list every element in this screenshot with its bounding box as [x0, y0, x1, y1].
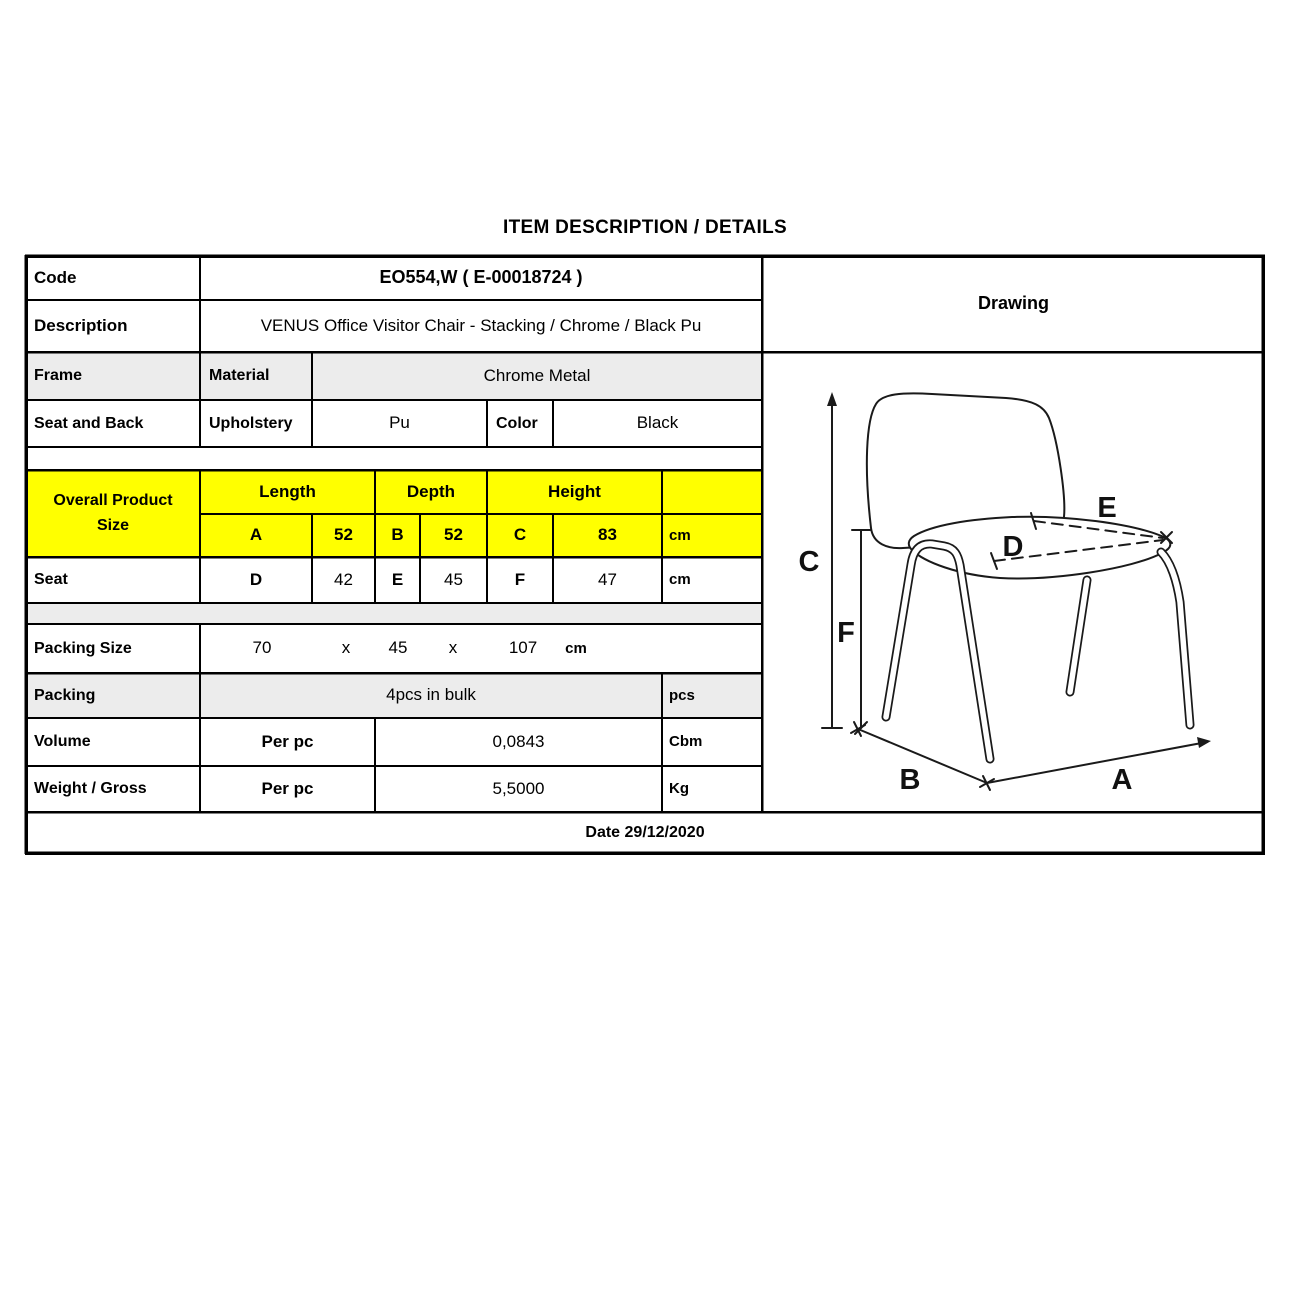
dim-a-key: A — [249, 525, 263, 545]
dim-label-e: E — [1097, 492, 1117, 524]
packing-size-v1: 70 — [252, 638, 272, 658]
volume-value: 0,0843 — [492, 731, 545, 751]
dim-c-value: 83 — [598, 525, 617, 545]
packing-size-sep2: x — [448, 638, 458, 658]
packing-size-unit: cm — [565, 639, 587, 657]
color-value: Black — [636, 413, 679, 433]
height-header: Height — [548, 481, 601, 501]
packing-size-label: Packing Size — [34, 639, 132, 657]
seat-label: Seat — [34, 571, 68, 589]
overall-unit: cm — [669, 526, 691, 544]
dim-a-value: 52 — [334, 525, 353, 545]
material-label: Material — [209, 367, 270, 385]
color-label: Color — [496, 414, 538, 432]
dim-line-c — [822, 392, 842, 728]
date-text: Date 29/12/2020 — [585, 823, 705, 841]
page-title: ITEM DESCRIPTION / DETAILS — [502, 217, 787, 238]
packing-value: 4pcs in bulk — [386, 685, 476, 705]
dim-c-key: C — [513, 525, 527, 545]
code-value: EO554,W ( E-00018724 ) — [379, 267, 583, 288]
code-label: Code — [34, 267, 77, 287]
packing-size-sep1: x — [341, 638, 351, 658]
dim-e-key: E — [391, 569, 404, 589]
depth-header: Depth — [406, 481, 456, 501]
weight-per: Per pc — [261, 778, 314, 798]
dim-f-key: F — [514, 569, 526, 589]
overall-size-label: Overall Product Size — [53, 491, 173, 534]
packing-size-v3: 107 — [508, 638, 538, 658]
dim-e-value: 45 — [444, 569, 463, 589]
packing-label: Packing — [34, 686, 96, 704]
drawing-header: Drawing — [977, 293, 1049, 314]
seat-unit: cm — [669, 571, 691, 588]
material-value: Chrome Metal — [483, 365, 591, 385]
weight-label: Weight / Gross — [34, 780, 147, 798]
dim-b-key: B — [391, 525, 404, 545]
dim-label-b: B — [899, 764, 921, 796]
length-header: Length — [259, 481, 316, 501]
volume-unit: Cbm — [669, 733, 703, 750]
upholstery-label: Upholstery — [209, 414, 293, 432]
dim-d-key: D — [249, 569, 263, 589]
volume-per: Per pc — [261, 731, 314, 751]
packing-unit: pcs — [669, 686, 695, 704]
dim-f-value: 47 — [598, 569, 617, 589]
dim-label-f: F — [837, 617, 855, 649]
dim-label-a: A — [1111, 764, 1133, 796]
dim-label-c: C — [798, 546, 820, 578]
volume-label: Volume — [34, 733, 91, 751]
packing-size-v2: 45 — [388, 638, 408, 658]
dim-label-d: D — [1002, 531, 1024, 563]
description-value: VENUS Office Visitor Chair - Stacking / Chrome / Black Pu — [260, 315, 702, 335]
frame-label: Frame — [34, 367, 83, 385]
dim-d-value: 42 — [334, 569, 353, 589]
dim-b-value: 52 — [444, 525, 463, 545]
seatback-label: Seat and Back — [34, 414, 144, 432]
weight-unit: Kg — [669, 780, 689, 797]
description-label: Description — [34, 315, 128, 335]
weight-value: 5,5000 — [492, 778, 545, 798]
upholstery-value: Pu — [389, 413, 410, 433]
